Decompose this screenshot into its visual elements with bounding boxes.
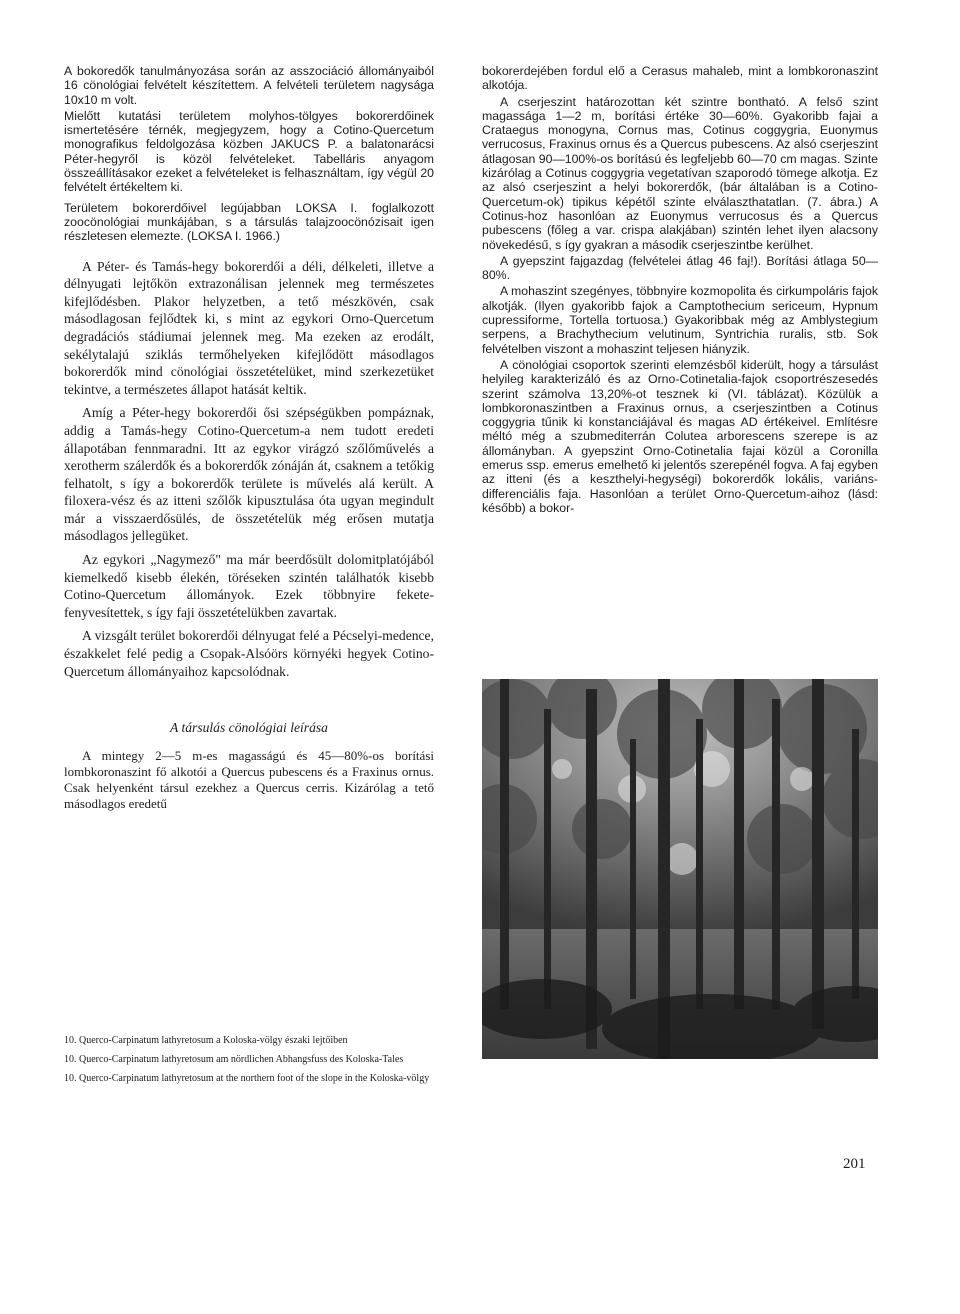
- figure-captions: [64, 1035, 434, 1092]
- forest-photo: [482, 679, 878, 1059]
- paragraph: A bokoredők tanulmányozása során az asszociáció állományaiból 16 cönológiai felvételt készítettem. A felvételi területem nagysága 10x10 m volt.: [64, 64, 434, 107]
- paragraph: Amíg a Péter-hegy bokorerdői ősi szépségükben pompáznak, addig a Tamás-hegy Cotino-Quercetum-a nem tudott eredeti állapotában fennmaradni. Itt az egykor virágzó szőlőművelés a xerotherm szálerdők és a bokorerdők zónáján át, csaknem a tetőkig felhatolt, s így a bokorerdők területe is művelés alá került. A filoxera-vész és az itteni szőlők kipusztulása óta ugyan megindult már a visszaerdősülés, de összetételük még erősen mutatja másodlagos jellegüket.: [64, 405, 434, 544]
- paragraph: A Péter- és Tamás-hegy bokorerdői a déli, délkeleti, illetve a délnyugati lejtőkön extrazonálisan jelennek meg természetes kifejlődésben. Plakor helyzetben, a tető mészkövén, csak másodlagosan fejlődtek ki, s mint az egykori Orno-Quercetum degradációs stádiumai jelennek meg. Ma ezeken az erodált, sekélytalajú sziklás termőhelyeken kifejlődött másodlagos bokorerdők mind cönológiai összetételüket, mind szerkezetüket tekintve, a természetes állapot hatását keltik.: [64, 258, 434, 397]
- paragraph: bokorerdejében fordul elő a Cerasus mahaleb, mint a lombkoronaszint alkotója.: [482, 64, 878, 93]
- paragraph: A mohaszint szegényes, többnyire kozmopolita és cirkumpoláris fajok alkotják. (Ilyen gyakoribb fajok a Camptothecium sericeum, Hypnum cupressiforme, Tortella tortuosa.) Gyakoribbak még az Amblystegium serpens, a Brachythecium velutinum, Syntrichia ruralis, stb. Sok felvételben viszont a mohaszint teljesen hiányzik.: [482, 284, 878, 356]
- paragraph: Területem bokorerdőivel legújabban LOKSA I. foglalkozott zoocönológiai munkájában, s a társulás talajzoocönózisait igen részletesen elemezte. (LOKSA I. 1966.): [64, 200, 434, 244]
- figure-caption-hu: 10. Querco-Carpinatum lathyretosum a Koloska-völgy északi lejtőiben: [64, 1035, 348, 1046]
- paragraph: A gyepszint fajgazdag (felvételei átlag 46 faj!). Borítási átlaga 50—80%.: [482, 253, 878, 283]
- paragraph: Az egykori „Nagymező" ma már beerdősült dolomitplatójából kiemelkedő kisebb élekén, töréseken szintén találhatók kisebb Cotino-Quercetum állományok. Ezek többnyire fekete-fenyvesítettek, s így faji összetételükben zavartak.: [64, 552, 434, 620]
- figure-caption-en: 10. Querco-Carpinatum lathyretosum at the northern foot of the slope in the Koloska-völgy: [64, 1073, 430, 1084]
- paragraph: A cönológiai csoportok szerinti elemzésből kiderült, hogy a társulást helyileg karakterizáló és az Orno-Cotinetalia-fajok csoportrészesedés szerint számolva 13,20%-ot tesznek ki (VI. táblázat). Közülük a lombkoronaszintben a Fraxinus ornus, a cserjeszintben a Cotinus coggygria tűnik ki konstanciájával és magas AD értékeivel. Említésre méltó még a szubmediterrán Colutea arborescens szerepe is az állományban. A gyepszint Orno-Cotinetalia fajai közül a Coronilla emerus ssp. emerus emelhető ki jelentős szerepénél fogva. A faj egyben az itteni (és a keszthelyi-hegységi) bokorerdők lokális, variáns-differenciális faja. Hasonlóan a terület Orno-Quercetum-aihoz (lásd: később) a bokor-: [482, 357, 878, 515]
- left-column: [64, 64, 434, 812]
- section-heading: A társulás cönológiai leírása: [170, 720, 328, 736]
- paragraph: A cserjeszint határozottan két szintre bontható. A felső szint magassága 1—2 m, borítási értéke 30—60%. Gyakoribb fajai a Crataegus monogyna, Cornus mas, Cotinus coggygria, Euonymus verrucosus, Fraxinus ornus és a Quercus pubescens. Az alsó cserjeszint átlagosan 90—100%-os borítású és legfeljebb 60—70 cm magas. Szinte kizárólag a Cotinus coggygria vegetatívan szaporodó tömege alkotja. Ez az alsó cserjeszint a helyi bokorerdők, (bár általában is a Cotino-Quercetum-ok) tipikus képétől szinte elválaszthatatlan. (7. ábra.) A Cotinus-hoz hasonlóan az Euonymus verrucosus és a Quercus pubescens (főleg a var. crispa alakjában) szintén lehet ilyen alacsony növekedésű, s így gyakran a második cserjeszintbe kerülhet.: [482, 94, 878, 252]
- paragraph: Mielőtt kutatási területem molyhos-tölgyes bokorerdőinek ismertetésére térnék, megjegyzem, hogy a Cotino-Quercetum monografikus feldolgozása közben JAKUCS P. a balatonarácsi Péter-hegyről is közöl felvételeket. Tabelláris anyagom összeállításakor ezeket a felvételeket is felhasználtam, így végül 20 felvételt értékeltem ki.: [64, 108, 434, 195]
- paragraph: A vizsgált terület bokorerdői délnyugat felé a Pécselyi-medence, északkelet felé pedig a Csopak-Alsóörs környéki hegyek Cotino-Quercetum állományaihoz kapcsolódnak.: [64, 628, 434, 679]
- right-column: [482, 64, 878, 515]
- figure-caption-de: 10. Querco-Carpinatum lathyretosum am nördlichen Abhangsfuss des Koloska-Tales: [64, 1054, 404, 1065]
- paragraph: A mintegy 2—5 m-es magasságú és 45—80%-os borítási lombkoronaszint fő alkotói a Quercus pubescens és a Fraxinus ornus. Csak helyenként társul ezekhez a Quercus cerris. Kizárólag a tető másodlagos eredetű: [64, 748, 434, 812]
- page-number: 201: [843, 1156, 866, 1172]
